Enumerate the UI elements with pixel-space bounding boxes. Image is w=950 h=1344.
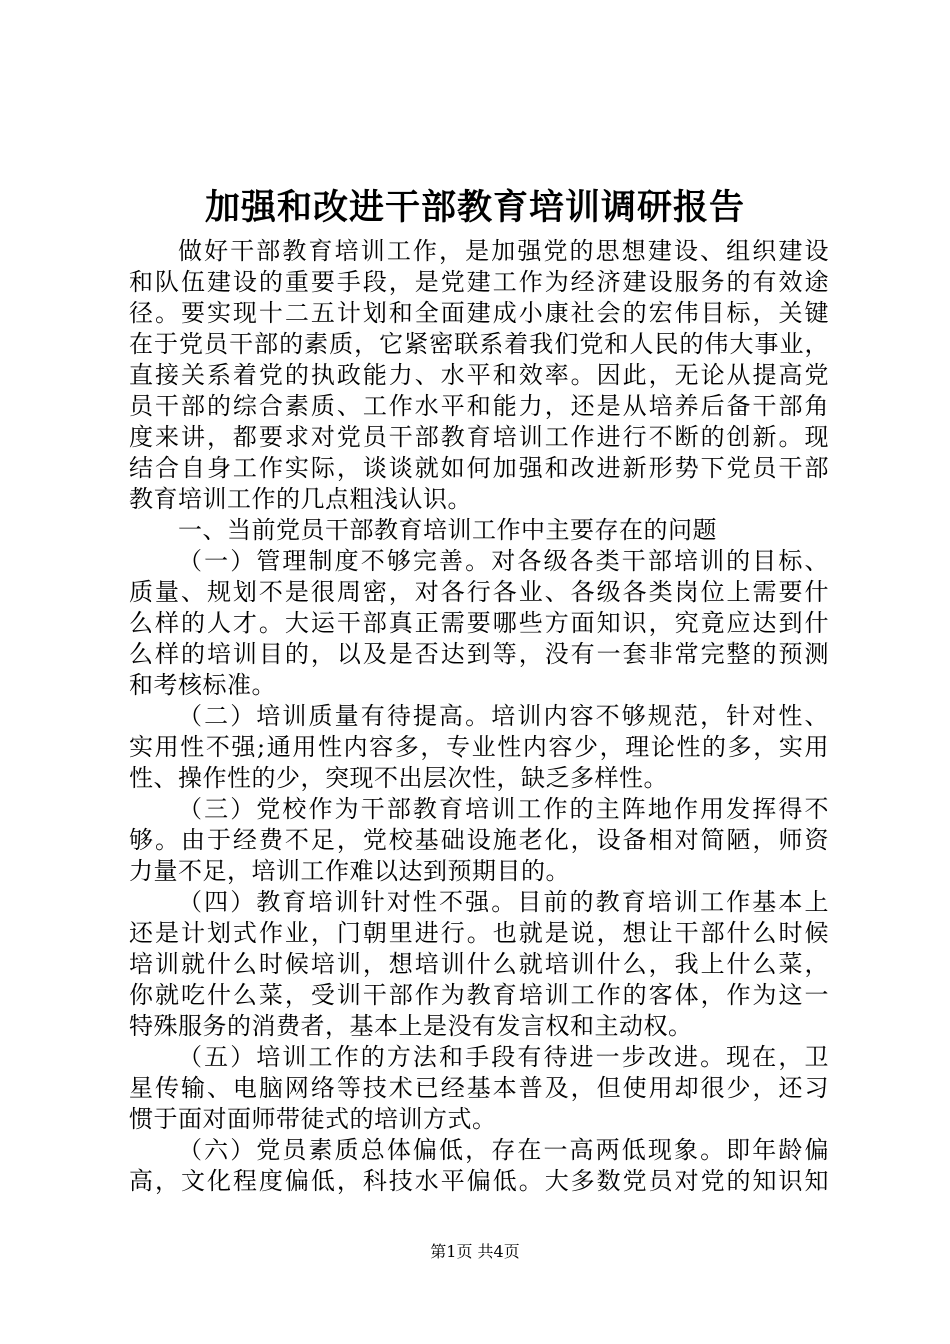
paragraph-line: 力量不足，培训工作难以达到预期目的。 [129,857,570,885]
paragraph-line: 员干部的综合素质、工作水平和能力，还是从培养后备干部角 [129,392,829,420]
paragraph-line: 高，文化程度偏低，科技水平偏低。大多数党员对党的知识知 [129,1167,829,1195]
paragraph-line: 做好干部教育培训工作，是加强党的思想建设、组织建设 [178,237,829,265]
paragraph-line: 你就吃什么菜，受训干部作为教育培训工作的客体，作为这一 [129,981,829,1009]
paragraph-line: 和考核标准。 [129,671,276,699]
paragraph-line: 么样的培训目的，以及是否达到等，没有一套非常完整的预测 [129,640,829,668]
paragraph-line: 特殊服务的消费者，基本上是没有发言权和主动权。 [129,1012,693,1040]
paragraph-line: 质量、规划不是很周密，对各行各业、各级各类岗位上需要什 [129,578,829,606]
paragraph-line: （三）党校作为干部教育培训工作的主阵地作用发挥得不 [178,795,829,823]
paragraph-line: （二）培训质量有待提高。培训内容不够规范，针对性、 [178,702,829,730]
paragraph-line: 惯于面对面师带徒式的培训方式。 [129,1105,497,1133]
paragraph-line: 直接关系着党的执政能力、水平和效率。因此，无论从提高党 [129,361,829,389]
paragraph-line: 结合自身工作实际，谈谈就如何加强和改进新形势下党员干部 [129,454,829,482]
paragraph-line: 在于党员干部的素质，它紧密联系着我们党和人民的伟大事业， [129,330,829,358]
paragraph-line: 教育培训工作的几点粗浅认识。 [129,485,472,513]
paragraph-line: 够。由于经费不足，党校基础设施老化，设备相对简陋，师资 [129,826,829,854]
paragraph-line: （一）管理制度不够完善。对各级各类干部培训的目标、 [178,547,829,575]
paragraph-line: 实用性不强;通用性内容多，专业性内容少，理论性的多，实用 [129,733,829,761]
paragraph-line: 性、操作性的少，突现不出层次性，缺乏多样性。 [129,764,668,792]
paragraph-line: 度来讲，都要求对党员干部教育培训工作进行不断的创新。现 [129,423,829,451]
paragraph-line: 和队伍建设的重要手段，是党建工作为经济建设服务的有效途 [129,268,829,296]
section-heading: 一、当前党员干部教育培训工作中主要存在的问题 [178,516,717,544]
paragraph-line: 还是计划式作业，门朝里进行。也就是说，想让干部什么时候 [129,919,829,947]
paragraph-line: 星传输、电脑网络等技术已经基本普及，但使用却很少，还习 [129,1074,829,1102]
paragraph-line: 么样的人才。大运干部真正需要哪些方面知识，究竟应达到什 [129,609,829,637]
paragraph-line: （六）党员素质总体偏低，存在一高两低现象。即年龄偏 [178,1136,829,1164]
document-body [129,236,829,1197]
paragraph-line: 培训就什么时候培训，想培训什么就培训什么，我上什么菜， [129,950,829,978]
document-title: 加强和改进干部教育培训调研报告 [204,187,745,228]
page-number-footer: 第1页 共4页 [430,1242,520,1261]
paragraph-line: （四）教育培训针对性不强。目前的教育培训工作基本上 [178,888,829,916]
paragraph-line: 径。要实现十二五计划和全面建成小康社会的宏伟目标，关键 [129,299,829,327]
paragraph-line: （五）培训工作的方法和手段有待进一步改进。现在，卫 [178,1043,829,1071]
